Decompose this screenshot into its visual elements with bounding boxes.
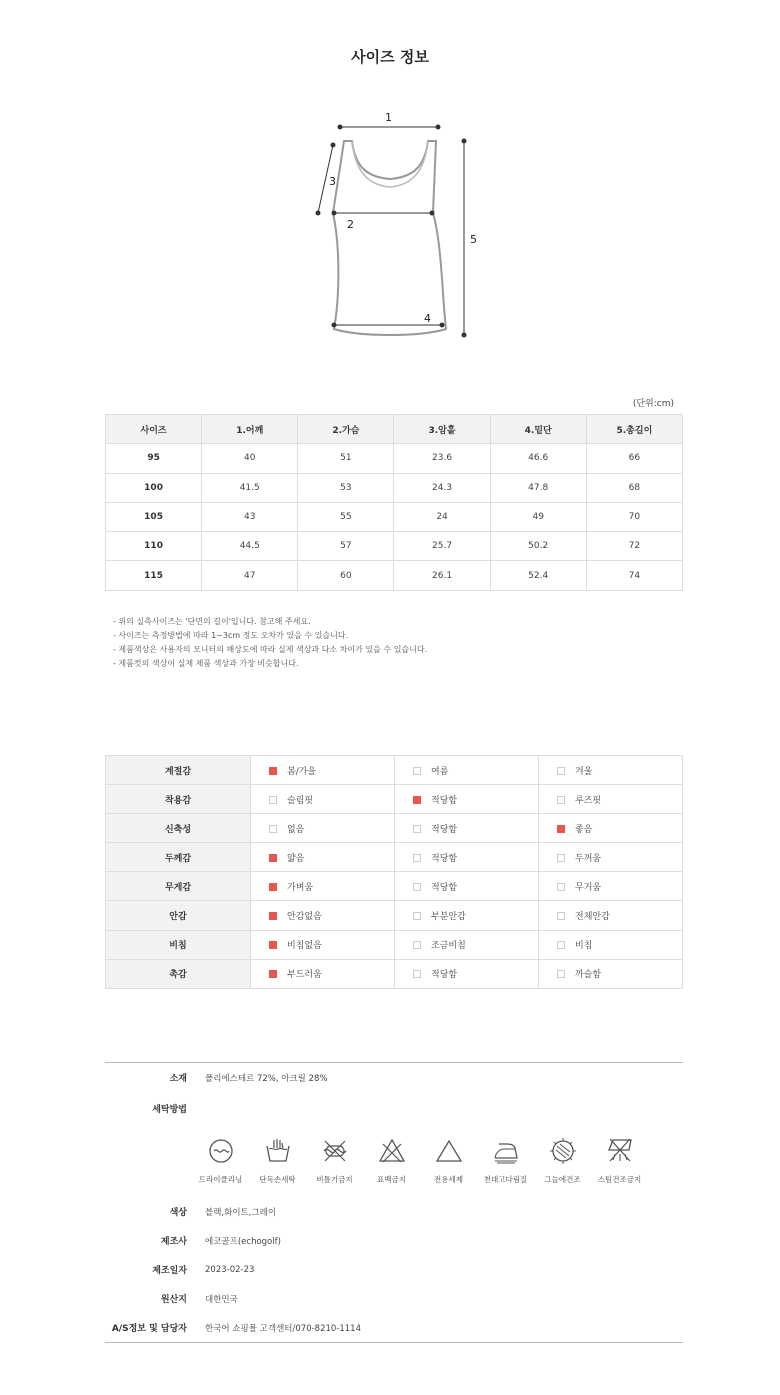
attribute-option bbox=[395, 959, 539, 988]
neckline bbox=[352, 141, 428, 187]
size-table-header bbox=[106, 415, 683, 444]
value-cell: 49 bbox=[490, 502, 586, 531]
info-value: 블랙,화이트,그레이 bbox=[205, 1207, 277, 1218]
unchecked-box-icon bbox=[413, 912, 421, 920]
info-label: A/S정보 및 담당자 bbox=[111, 1324, 187, 1334]
attribute-row bbox=[106, 814, 683, 843]
option-label: 부분안감 bbox=[431, 912, 466, 923]
wash-label: 그늘에건조 bbox=[544, 1175, 581, 1184]
label-5: 5 bbox=[470, 233, 477, 246]
unchecked-box-icon bbox=[269, 796, 277, 804]
info-label: 색상 bbox=[169, 1208, 187, 1218]
unchecked-box-icon bbox=[413, 767, 421, 775]
wash-label: 전용세제 bbox=[434, 1175, 463, 1184]
wash-label: 비틀기금지 bbox=[316, 1175, 353, 1184]
note-line: - 제품컷의 색상이 실제 제품 색상과 가장 비슷합니다. bbox=[113, 659, 299, 668]
checked-box-icon bbox=[557, 825, 565, 833]
attribute-option bbox=[539, 959, 683, 988]
header-armhole: 3.암홀 bbox=[394, 415, 490, 444]
option-label: 조금비침 bbox=[431, 941, 466, 952]
unchecked-box-icon bbox=[413, 825, 421, 833]
attribute-option bbox=[395, 843, 539, 872]
attribute-option bbox=[251, 930, 395, 959]
option-label: 부드러움 bbox=[287, 970, 322, 981]
attribute-label: 두께감 bbox=[106, 843, 251, 872]
size-notes bbox=[113, 615, 427, 671]
checked-box-icon bbox=[413, 796, 421, 804]
tank-outline bbox=[333, 141, 446, 335]
attribute-option bbox=[395, 756, 539, 785]
unchecked-box-icon bbox=[557, 854, 565, 862]
wash-label: 표백금지 bbox=[377, 1175, 406, 1184]
info-label: 제조일자 bbox=[152, 1266, 187, 1276]
option-label: 적당함 bbox=[431, 824, 458, 835]
option-label: 전체안감 bbox=[575, 912, 610, 923]
info-row-date bbox=[105, 1255, 683, 1284]
attribute-label: 무게감 bbox=[106, 872, 251, 901]
checked-box-icon bbox=[269, 854, 277, 862]
info-row-as bbox=[105, 1313, 683, 1342]
checked-box-icon bbox=[269, 941, 277, 949]
attribute-option bbox=[395, 785, 539, 814]
checked-box-icon bbox=[269, 883, 277, 891]
value-cell: 24.3 bbox=[394, 473, 490, 502]
label-1: 1 bbox=[385, 111, 392, 124]
wash-label: 드라이클리닝 bbox=[198, 1175, 243, 1184]
unchecked-box-icon bbox=[413, 970, 421, 978]
checked-box-icon bbox=[269, 767, 277, 775]
option-label: 적당함 bbox=[431, 970, 458, 981]
option-label: 비침없음 bbox=[287, 941, 322, 952]
option-label: 좋음 bbox=[575, 824, 593, 835]
product-info bbox=[105, 1062, 683, 1343]
attribute-option bbox=[251, 959, 395, 988]
unchecked-box-icon bbox=[557, 767, 565, 775]
attribute-row bbox=[106, 785, 683, 814]
option-label: 두꺼움 bbox=[575, 853, 602, 864]
dry-clean-icon bbox=[206, 1136, 236, 1166]
value-cell: 60 bbox=[298, 561, 394, 590]
info-value: 2023-02-23 bbox=[205, 1264, 255, 1275]
option-label: 슬림핏 bbox=[287, 795, 314, 806]
checked-box-icon bbox=[269, 912, 277, 920]
unit-label: (단위:cm) bbox=[632, 399, 674, 409]
neutral-detergent-icon bbox=[434, 1136, 464, 1166]
label-2: 2 bbox=[347, 218, 354, 231]
unchecked-box-icon bbox=[557, 941, 565, 949]
attribute-option bbox=[539, 930, 683, 959]
table-row bbox=[106, 502, 683, 531]
header-size: 사이즈 bbox=[106, 415, 202, 444]
attribute-option bbox=[251, 756, 395, 785]
option-label: 적당함 bbox=[431, 795, 458, 806]
attribute-label: 계절감 bbox=[106, 756, 251, 785]
value-cell: 26.1 bbox=[394, 561, 490, 590]
header-hem: 4.밑단 bbox=[490, 415, 586, 444]
info-value: 대한민국 bbox=[205, 1294, 238, 1305]
value-cell: 68 bbox=[586, 473, 682, 502]
option-label: 안감없음 bbox=[287, 912, 322, 923]
attribute-option bbox=[395, 930, 539, 959]
value-cell: 43 bbox=[202, 502, 298, 531]
unchecked-box-icon bbox=[269, 825, 277, 833]
info-row-origin bbox=[105, 1284, 683, 1313]
unchecked-box-icon bbox=[557, 970, 565, 978]
size-diagram bbox=[300, 105, 500, 350]
attribute-row bbox=[106, 930, 683, 959]
value-cell: 44.5 bbox=[202, 532, 298, 561]
attribute-row bbox=[106, 901, 683, 930]
no-steam-icon bbox=[605, 1136, 635, 1166]
attribute-option bbox=[539, 785, 683, 814]
info-row-color bbox=[105, 1197, 683, 1226]
washing-icons bbox=[192, 1092, 648, 1197]
info-value: 폴리에스테르 72%, 아크릴 28% bbox=[205, 1073, 328, 1084]
label-4: 4 bbox=[424, 312, 431, 325]
table-row bbox=[106, 473, 683, 502]
table-row bbox=[106, 532, 683, 561]
option-label: 적당함 bbox=[431, 882, 458, 893]
no-wring-icon bbox=[320, 1136, 350, 1166]
info-label: 제조사 bbox=[160, 1237, 187, 1247]
attribute-option bbox=[395, 901, 539, 930]
option-label: 봄/가을 bbox=[287, 766, 317, 777]
attribute-option bbox=[539, 901, 683, 930]
size-cell: 95 bbox=[106, 444, 202, 473]
attribute-option bbox=[395, 814, 539, 843]
info-label: 세탁방법 bbox=[152, 1105, 187, 1115]
attribute-option bbox=[251, 901, 395, 930]
no-high-iron-icon bbox=[491, 1136, 521, 1166]
hand-wash-icon bbox=[263, 1136, 293, 1166]
note-line: - 위의 실측사이즈는 '단면의 길이'입니다. 참고해 주세요. bbox=[113, 617, 311, 626]
attribute-option bbox=[539, 814, 683, 843]
label-3: 3 bbox=[329, 175, 336, 188]
attribute-table bbox=[105, 755, 683, 989]
attribute-label: 안감 bbox=[106, 901, 251, 930]
value-cell: 66 bbox=[586, 444, 682, 473]
attribute-label: 착용감 bbox=[106, 785, 251, 814]
note-line: - 사이즈는 측정방법에 따라 1~3cm 정도 오차가 있을 수 있습니다. bbox=[113, 631, 349, 640]
unchecked-box-icon bbox=[413, 854, 421, 862]
size-table bbox=[105, 414, 683, 591]
value-cell: 47.8 bbox=[490, 473, 586, 502]
attribute-option bbox=[539, 756, 683, 785]
option-label: 루즈핏 bbox=[575, 795, 602, 806]
checked-box-icon bbox=[269, 970, 277, 978]
value-cell: 51 bbox=[298, 444, 394, 473]
attribute-label: 신축성 bbox=[106, 814, 251, 843]
attribute-row bbox=[106, 843, 683, 872]
table-row bbox=[106, 561, 683, 590]
option-label: 얇음 bbox=[287, 853, 305, 864]
attribute-option bbox=[539, 872, 683, 901]
info-row-manufacturer bbox=[105, 1226, 683, 1255]
info-value: 에코골프(echogolf) bbox=[205, 1236, 281, 1247]
note-line: - 제품색상은 사용자의 모니터의 해상도에 따라 실제 색상과 다소 차이가 있을 수 있습니다. bbox=[113, 645, 428, 654]
header-shoulder: 1.어깨 bbox=[202, 415, 298, 444]
option-label: 무거움 bbox=[575, 882, 602, 893]
option-label: 적당함 bbox=[431, 853, 458, 864]
attribute-option bbox=[539, 843, 683, 872]
value-cell: 57 bbox=[298, 532, 394, 561]
option-label: 가벼움 bbox=[287, 882, 314, 893]
attribute-option bbox=[251, 872, 395, 901]
value-cell: 46.6 bbox=[490, 444, 586, 473]
attribute-row bbox=[106, 959, 683, 988]
value-cell: 55 bbox=[298, 502, 394, 531]
page-title: 사이즈 정보 bbox=[351, 48, 429, 66]
value-cell: 74 bbox=[586, 561, 682, 590]
no-bleach-icon bbox=[377, 1136, 407, 1166]
value-cell: 23.6 bbox=[394, 444, 490, 473]
unchecked-box-icon bbox=[557, 883, 565, 891]
value-cell: 41.5 bbox=[202, 473, 298, 502]
tank-top-diagram bbox=[300, 105, 500, 350]
value-cell: 24 bbox=[394, 502, 490, 531]
value-cell: 47 bbox=[202, 561, 298, 590]
attribute-row bbox=[106, 756, 683, 785]
value-cell: 50.2 bbox=[490, 532, 586, 561]
header-chest: 2.가슴 bbox=[298, 415, 394, 444]
size-cell: 105 bbox=[106, 502, 202, 531]
wash-label: 천대고다림질 bbox=[483, 1175, 528, 1184]
option-label: 겨울 bbox=[575, 766, 593, 777]
value-cell: 72 bbox=[586, 532, 682, 561]
attribute-label: 비침 bbox=[106, 930, 251, 959]
unchecked-box-icon bbox=[557, 912, 565, 920]
info-label: 원산지 bbox=[160, 1295, 187, 1305]
attribute-label: 촉감 bbox=[106, 959, 251, 988]
unchecked-box-icon bbox=[413, 883, 421, 891]
option-label: 비침 bbox=[575, 941, 593, 952]
size-cell: 115 bbox=[106, 561, 202, 590]
info-label: 소재 bbox=[169, 1074, 187, 1084]
value-cell: 53 bbox=[298, 473, 394, 502]
unchecked-box-icon bbox=[557, 796, 565, 804]
info-row-washing bbox=[105, 1092, 683, 1197]
attribute-option bbox=[251, 785, 395, 814]
attribute-row bbox=[106, 872, 683, 901]
value-cell: 52.4 bbox=[490, 561, 586, 590]
header-length: 5.총길이 bbox=[586, 415, 682, 444]
table-row bbox=[106, 444, 683, 473]
value-cell: 40 bbox=[202, 444, 298, 473]
size-cell: 110 bbox=[106, 532, 202, 561]
attribute-option bbox=[251, 814, 395, 843]
attribute-option bbox=[251, 843, 395, 872]
value-cell: 25.7 bbox=[394, 532, 490, 561]
wash-label: 단독손세탁 bbox=[259, 1175, 296, 1184]
wash-label: 스팀건조금지 bbox=[597, 1175, 642, 1184]
info-row-material bbox=[105, 1063, 683, 1092]
unchecked-box-icon bbox=[413, 941, 421, 949]
option-label: 없음 bbox=[287, 824, 305, 835]
info-value: 한국어 쇼핑몰 고객센터/070-8210-1114 bbox=[205, 1323, 362, 1334]
option-label: 까슬함 bbox=[575, 970, 602, 981]
attribute-option bbox=[395, 872, 539, 901]
size-cell: 100 bbox=[106, 473, 202, 502]
shade-dry-icon bbox=[548, 1136, 578, 1166]
option-label: 여름 bbox=[431, 766, 449, 777]
value-cell: 70 bbox=[586, 502, 682, 531]
